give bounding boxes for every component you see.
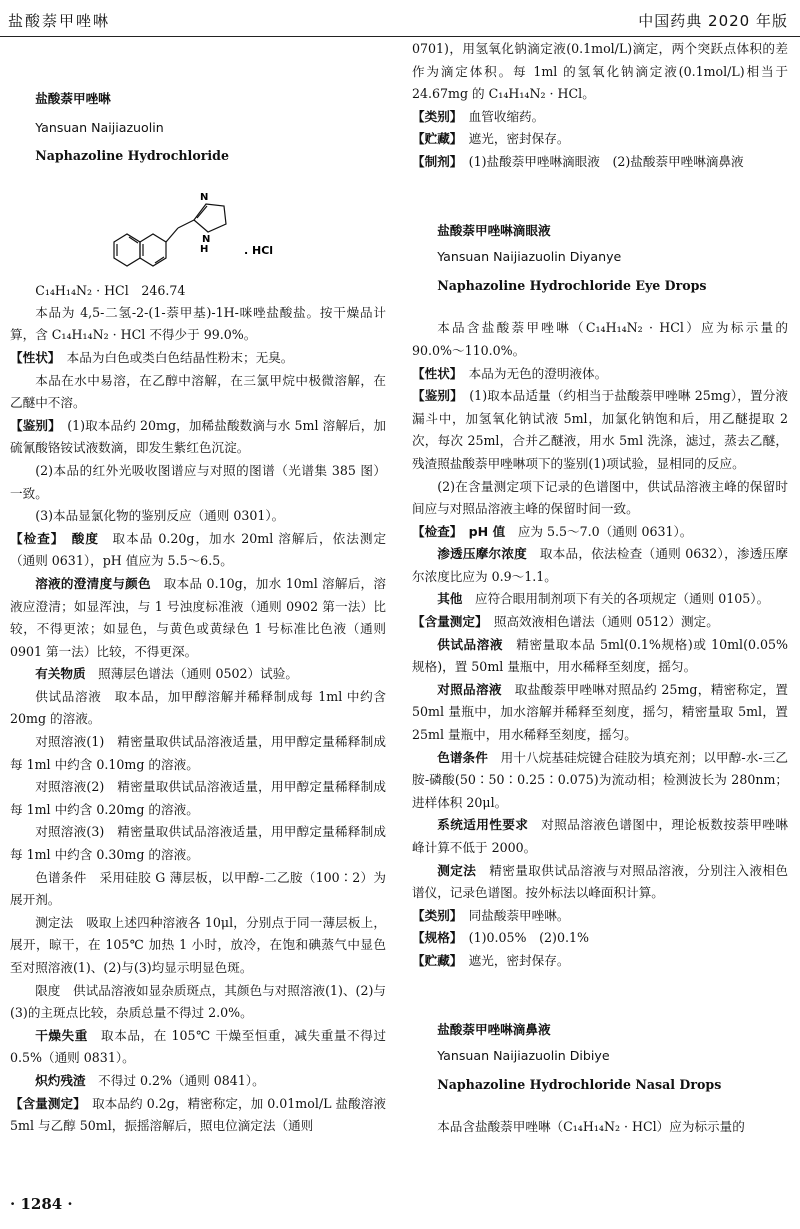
section-text: (1)取本品约 20mg，加稀盐酸数滴与水 5ml 溶解后，加硫氰酸铬铵试液数滴，即发生紫红色沉淀。 [10,417,387,456]
identification-2: (2)本品的红外光吸收图谱应与对照的图谱（光谱集 385 图）一致。 [10,462,386,501]
right-column [412,38,788,1139]
section-text: 应符合眼用制剂项下有关的各项规定（通则 0105）。 [474,591,770,607]
sub-label: 对照品溶液 [437,681,502,697]
rs-test-solution: 供试品溶液 取本品，加甲醇溶解并稀释制成每 1ml 中约含 20mg 的溶液。 [10,688,386,727]
section-label: 【贮藏】 [412,952,457,968]
section-text: 遮光，密封保存。 [468,952,570,968]
section-text: 取本品 0.20g，加水 20ml 溶解后，依法测定（通则 0631），pH 值应为 5.5～6.5。 [10,530,387,569]
section-label: 【规格】 [412,930,457,946]
section-label: 【制剂】 [412,153,457,169]
section-label: 【类别】 [412,108,457,124]
section-text: 照高效液相色谱法（通则 0512）测定。 [493,614,719,630]
section-label: 【检查】 [412,523,457,539]
svg-text:H: H [200,243,209,255]
section-text: 取本品，在 105℃ 干燥至恒重，减失重量不得过 0.5%（通则 0831）。 [10,1027,386,1066]
section-text: 同盐酸萘甲唑啉。 [468,907,570,923]
identification-3: (3)本品显氯化物的鉴别反应（通则 0301）。 [35,508,285,524]
svg-text:N: N [200,191,209,203]
sub-label: 测定法 [437,862,477,878]
nasal-intro: 本品含盐酸萘甲唑啉（C₁₄H₁₄N₂ · HCl）应为标示量的 [437,1119,745,1135]
section-text: 精密量取本品 5ml(0.1%规格)或 10ml(0.05%规格)，置 50ml 量瓶中，用水稀释至刻度，摇匀。 [412,636,789,675]
section-text: 本品为白色或类白色结晶性粉末；无臭。 [66,349,294,365]
svg-text:N: N [202,233,211,245]
eye-intro: 本品含盐酸萘甲唑啉（C₁₄H₁₄N₂ · HCl）应为标示量的 90.0%～110.0%。 [412,320,788,358]
section-label: 【性状】 [412,365,457,381]
section-text: (1)0.05% (2)0.1% [468,930,589,946]
section-text: (1)盐酸萘甲唑啉滴眼液 (2)盐酸萘甲唑啉滴鼻液 [468,153,744,169]
nasal-title-py: Yansuan Naijiazuolin Dibiye [437,1048,610,1064]
sub-label: 色谱条件 [437,749,488,765]
section-label: 【检查】 [10,530,59,546]
mono-intro: 本品为 4,5-二氢-2-(1-萘甲基)-1H-咪唑盐酸盐。按干燥品计算，含 C₁₄H₁₄N₂ · HCl 不得少于 99.0%。 [10,304,386,343]
assay-continued: 0701)，用氢氧化钠滴定液(0.1mol/L)滴定，两个突跃点体积的差作为滴定体积。每 1ml 的氢氧化钠滴定液(0.1mol/L)相当于 24.67mg 的 C₁₄H₁₄N₂ · HCl。 [412,41,788,102]
hcl-label: . HCl [244,243,274,257]
section-text: 精密量取供试品溶液与对照品溶液，分别注入液相色谱仪，记录色谱图。按外标法以峰面积计算。 [412,862,789,901]
rs-procedure: 测定法 吸取上述四种溶液各 10μl，分别点于同一薄层板上，展开，晾干，在 105℃ 加热 1 小时，放冷，在饱和碘蒸气中显色至对照溶液(1)、(2)与(3)均显示明显色斑。 [10,914,386,975]
naphazoline-structure [10,168,386,280]
sub-label: 溶液的澄清度与颜色 [35,575,151,591]
structure-diagram [10,168,386,280]
eye-title-cn: 盐酸萘甲唑啉滴眼液 [437,222,551,238]
section-text: 本品为无色的澄明液体。 [468,365,608,381]
section-text: 取盐酸萘甲唑啉对照品约 25mg，精密称定，置 50ml 量瓶中，加水溶解并稀释至刻度，摇匀，精密量取 5ml，置 25ml 量瓶中，用水稀释至刻度，摇匀。 [412,681,788,743]
section-label: 【鉴别】 [10,417,55,433]
section-label: 【含量测定】 [412,614,482,630]
rs-conditions: 色谱条件 采用硅胶 G 薄层板，以甲醇-二乙胺（100∶2）为展开剂。 [10,869,386,908]
left-column [10,38,386,1138]
rs-ref-1: 对照溶液(1) 精密量取供试品溶液适量，用甲醇定量稀释制成每 1ml 中约含 0.10mg 的溶液。 [10,734,386,772]
molecular-formula: C₁₄H₁₄N₂ · HCl 246.74 [35,282,186,298]
page-header [0,0,800,37]
header-left: 盐酸萘甲唑啉 [8,12,111,30]
rs-ref-3: 对照溶液(3) 精密量取供试品溶液适量，用甲醇定量稀释制成每 1ml 中约含 0.30mg 的溶液。 [10,824,386,863]
mono-title-en: Naphazoline Hydrochloride [35,148,229,164]
section-label: 【含量测定】 [10,1095,80,1111]
section-text: 不得过 0.2%（通则 0841）。 [98,1072,265,1088]
page-number: · 1284 · [10,1195,73,1213]
sub-label: 有关物质 [35,666,86,682]
section-text: (1)取本品适量（约相当于盐酸萘甲唑啉 25mg），置分液漏斗中，加氢氧化钠试液 5ml，加氯化钠饱和后，用乙醚提取 2 次，每次 25ml，合并乙醚液，用水 5ml 洗涤，滤过，蒸去乙醚，残渣照盐酸萘甲唑啉项下的鉴别(1)项试验，显相同的反应。 [412,388,789,471]
eye-identification-2: (2)在含量测定项下记录的色谱图中，供试品溶液主峰的保留时间应与对照品溶液主峰的保留时间一致。 [412,478,788,517]
section-label: 【鉴别】 [412,388,457,404]
section-text: 用十八烷基硅烷键合硅胶为填充剂；以甲醇-水-三乙胺-磷酸(50∶50∶0.25∶0.075)为流动相；检测波长为 280nm；进样体积 20μl。 [412,749,789,810]
eye-title-en: Naphazoline Hydrochloride Eye Drops [437,277,707,293]
sub-label: 系统适用性要求 [437,817,529,833]
sub-label: 干燥失重 [35,1027,88,1043]
nasal-title-en: Naphazoline Hydrochloride Nasal Drops [437,1076,722,1092]
nasal-title-cn: 盐酸萘甲唑啉滴鼻液 [437,1021,551,1037]
header-right: 中国药典 2020 年版 [638,12,788,30]
section-text: 取本品 0.10g，加水 10ml 溶解后，溶液应澄清；如显浑浊，与 1 号浊度标准液（通则 0902 第一法）比较，不得更浓；如显色，与黄色或黄绿色 1 号标准比色液（通则 0901 第一法）比较，不得更深。 [10,575,387,659]
section-text: 取本品约 0.2g，精密称定，加 0.01mol/L 盐酸溶液 5ml 与乙醇 50ml，振摇溶解后，照电位滴定法（通则 [10,1095,386,1134]
sub-label: 其他 [437,591,463,607]
section-label: 【贮藏】 [412,131,457,147]
section-text: 取本品，依法检查（通则 0632），渗透压摩尔浓度比应为 0.9～1.1。 [412,546,789,584]
section-text: 应为 5.5～7.0（通则 0631）。 [517,523,693,539]
section-text: 血管收缩药。 [468,108,545,124]
sub-label: pH 值 [468,523,506,539]
rs-ref-2: 对照溶液(2) 精密量取供试品溶液适量，用甲醇定量稀释制成每 1ml 中约含 0.20mg 的溶液。 [10,779,386,817]
section-text: 对照品溶液色谱图中，理论板数按萘甲唑啉峰计算不低于 2000。 [412,817,789,855]
section-label: 【性状】 [10,349,55,365]
section-text: 照薄层色谱法（通则 0502）试验。 [98,666,298,682]
sub-label: 酸度 [71,530,99,546]
sub-label: 供试品溶液 [437,636,504,652]
sub-label: 炽灼残渣 [35,1072,86,1088]
mono-title-py: Yansuan Naijiazuolin [35,119,164,135]
section-text: 遮光，密封保存。 [468,131,570,147]
rs-limit: 限度 供试品溶液如显杂质斑点，其颜色与对照溶液(1)、(2)与(3)的主斑点比较，杂质总量不得过 2.0%。 [10,982,386,1021]
mono-title-cn: 盐酸萘甲唑啉 [35,91,111,106]
section-label: 【类别】 [412,907,457,923]
solubility-text: 本品在水中易溶，在乙醇中溶解，在三氯甲烷中极微溶解，在乙醚中不溶。 [10,372,386,411]
sub-label: 渗透压摩尔浓度 [437,546,528,562]
eye-title-py: Yansuan Naijiazuolin Diyanye [437,249,622,265]
